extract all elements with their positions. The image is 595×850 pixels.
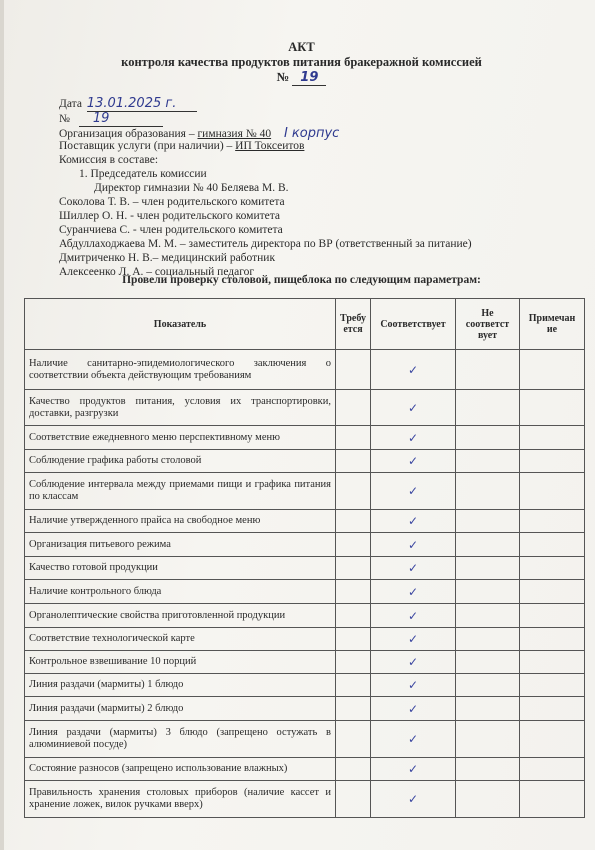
indicator-cell: Соблюдение интервала между приемами пищи и графика питания по классам xyxy=(25,473,336,510)
not-complies-cell xyxy=(456,557,520,580)
required-cell xyxy=(336,721,371,758)
required-cell xyxy=(336,758,371,781)
organization-note: I корпус xyxy=(283,126,340,141)
complies-cell xyxy=(371,473,456,510)
table-row xyxy=(25,580,585,604)
table-row xyxy=(25,674,585,697)
complies-cell xyxy=(371,580,456,604)
table-row xyxy=(25,628,585,651)
complies-cell xyxy=(371,426,456,450)
required-cell xyxy=(336,651,371,674)
not-complies-cell xyxy=(456,758,520,781)
required-cell xyxy=(336,674,371,697)
complies-cell xyxy=(371,697,456,721)
header-complies: Соответствует xyxy=(371,299,456,350)
check-mark-icon: ✓ xyxy=(407,454,419,468)
note-cell xyxy=(520,721,585,758)
check-mark-icon: ✓ xyxy=(407,792,419,806)
document-sheet xyxy=(4,0,595,850)
note-cell xyxy=(520,557,585,580)
act-number-label: № xyxy=(276,70,290,84)
required-cell xyxy=(336,390,371,426)
indicator-cell: Органолептические свойства приготовленной продукции xyxy=(25,604,336,628)
not-complies-cell xyxy=(456,510,520,533)
not-complies-cell xyxy=(456,628,520,651)
table-row xyxy=(25,697,585,721)
organization-line xyxy=(59,126,339,141)
check-mark-icon: ✓ xyxy=(407,514,419,528)
complies-cell xyxy=(371,450,456,473)
check-mark-icon: ✓ xyxy=(407,732,419,746)
indicator-cell: Соответствие ежедневного меню перспективному меню xyxy=(25,426,336,450)
not-complies-cell xyxy=(456,721,520,758)
not-complies-cell xyxy=(456,781,520,818)
check-mark-icon: ✓ xyxy=(407,400,419,415)
note-cell xyxy=(520,350,585,390)
check-mark-icon: ✓ xyxy=(407,762,419,776)
indicator-cell: Соблюдение графика работы столовой xyxy=(25,450,336,473)
document-subtitle: контроля качества продуктов питания бракеражной комиссией xyxy=(121,55,482,69)
required-cell xyxy=(336,628,371,651)
header-not-complies: Не соответст вует xyxy=(456,299,520,350)
complies-cell xyxy=(371,651,456,674)
table-row xyxy=(25,781,585,818)
indicator-cell: Качество готовой продукции xyxy=(25,557,336,580)
supplier-value: ИП Токсеитов xyxy=(235,140,305,152)
complies-cell xyxy=(371,628,456,651)
header-indicator: Показатель xyxy=(25,299,336,350)
member-line: Алексеенко Л. А. – социальный педагог xyxy=(59,266,255,278)
complies-cell xyxy=(371,557,456,580)
complies-cell xyxy=(371,350,456,390)
not-complies-cell xyxy=(456,580,520,604)
date-label: Дата xyxy=(59,98,82,110)
complies-cell xyxy=(371,674,456,697)
not-complies-cell xyxy=(456,350,520,390)
complies-cell xyxy=(371,533,456,557)
indicator-cell: Линия раздачи (мармиты) 3 блюдо (запрещено остужать в алюминиевой посуде) xyxy=(25,721,336,758)
not-complies-cell xyxy=(456,473,520,510)
check-mark-icon: ✓ xyxy=(407,701,419,716)
act-number-value: 19 xyxy=(292,70,326,86)
check-mark-icon: ✓ xyxy=(407,484,419,498)
note-cell xyxy=(520,758,585,781)
indicator-cell: Соответствие технологической карте xyxy=(25,628,336,651)
chair-value: Директор гимназии № 40 Беляева М. В. xyxy=(94,182,289,194)
act-number xyxy=(4,70,595,86)
required-cell xyxy=(336,781,371,818)
note-cell xyxy=(520,450,585,473)
required-cell xyxy=(336,450,371,473)
table-row xyxy=(25,510,585,533)
not-complies-cell xyxy=(456,426,520,450)
commission-label: Комиссия в составе: xyxy=(59,154,159,166)
note-cell xyxy=(520,604,585,628)
check-mark-icon: ✓ xyxy=(407,678,419,692)
table-row xyxy=(25,390,585,426)
indicator-cell: Линия раздачи (мармиты) 1 блюдо xyxy=(25,674,336,697)
table-header-row xyxy=(25,299,585,350)
complies-cell xyxy=(371,721,456,758)
table-body xyxy=(25,350,585,818)
complies-cell xyxy=(371,758,456,781)
required-cell xyxy=(336,533,371,557)
check-mark-icon: ✓ xyxy=(407,608,419,623)
table-row xyxy=(25,557,585,580)
required-cell xyxy=(336,350,371,390)
document-title: АКТ xyxy=(288,40,315,54)
required-cell xyxy=(336,426,371,450)
not-complies-cell xyxy=(456,697,520,721)
supplier-line xyxy=(59,140,304,152)
indicator-cell: Контрольное взвешивание 10 порций xyxy=(25,651,336,674)
header-note: Примечан ие xyxy=(520,299,585,350)
member-line: Шиллер О. Н. - член родительского комитета xyxy=(59,210,280,222)
required-cell xyxy=(336,697,371,721)
not-complies-cell xyxy=(456,674,520,697)
check-mark-icon: ✓ xyxy=(407,561,419,575)
not-complies-cell xyxy=(456,450,520,473)
required-cell xyxy=(336,557,371,580)
table-row xyxy=(25,533,585,557)
complies-cell xyxy=(371,781,456,818)
note-cell xyxy=(520,580,585,604)
note-cell xyxy=(520,426,585,450)
inspection-table xyxy=(24,298,585,818)
date-line xyxy=(59,96,197,112)
table-row xyxy=(25,721,585,758)
complies-cell xyxy=(371,604,456,628)
member-line: Дмитриченко Н. В.– медицинский работник xyxy=(59,252,276,264)
indicator-cell: Наличие санитарно-эпидемиологического заключения о соответствии объекта действующим требованиям xyxy=(25,350,336,390)
note-cell xyxy=(520,628,585,651)
note-cell xyxy=(520,473,585,510)
indicator-cell: Наличие утвержденного прайса на свободное меню xyxy=(25,510,336,533)
supplier-label: Поставщик услуги (при наличии) – xyxy=(59,140,236,152)
date-value: 13.01.2025 г. xyxy=(87,96,197,112)
indicator-cell: Правильность хранения столовых приборов (наличие кассет и хранение ложек, вилок ручками вверх) xyxy=(25,781,336,818)
indicator-cell: Наличие контрольного блюда xyxy=(25,580,336,604)
header-required: Требу ется xyxy=(336,299,371,350)
indicator-cell: Линия раздачи (мармиты) 2 блюдо xyxy=(25,697,336,721)
table-row xyxy=(25,473,585,510)
section-title: Провели проверку столовой, пищеблока по следующим параметрам: xyxy=(122,274,481,286)
note-cell xyxy=(520,697,585,721)
not-complies-cell xyxy=(456,390,520,426)
note-cell xyxy=(520,674,585,697)
indicator-cell: Состояние разносов (запрещено использование влажных) xyxy=(25,758,336,781)
not-complies-cell xyxy=(456,604,520,628)
table-row xyxy=(25,758,585,781)
note-cell xyxy=(520,510,585,533)
indicator-cell: Организация питьевого режима xyxy=(25,533,336,557)
table-row xyxy=(25,450,585,473)
organization-label: Организация образования – xyxy=(59,128,198,140)
chair-label: 1. Председатель комиссии xyxy=(79,168,207,180)
check-mark-icon: ✓ xyxy=(407,362,419,377)
note-cell xyxy=(520,781,585,818)
number-label: № xyxy=(59,113,70,125)
note-cell xyxy=(520,390,585,426)
indicator-cell: Качество продуктов питания, условия их транспортировки, доставки, разгрузки xyxy=(25,390,336,426)
required-cell xyxy=(336,604,371,628)
complies-cell xyxy=(371,510,456,533)
check-mark-icon: ✓ xyxy=(407,430,419,445)
table-row xyxy=(25,604,585,628)
check-mark-icon: ✓ xyxy=(407,537,419,552)
member-line: Абдуллаходжаева М. М. – заместитель директора по ВР (ответственный за питание) xyxy=(59,238,472,250)
table-row xyxy=(25,651,585,674)
check-mark-icon: ✓ xyxy=(407,655,419,669)
note-cell xyxy=(520,533,585,557)
table-row xyxy=(25,426,585,450)
member-line: Соколова Т. В. – член родительского комитета xyxy=(59,196,285,208)
check-mark-icon: ✓ xyxy=(407,584,419,599)
not-complies-cell xyxy=(456,651,520,674)
required-cell xyxy=(336,510,371,533)
organization-value: гимназия № 40 xyxy=(197,128,272,140)
check-mark-icon: ✓ xyxy=(407,632,419,646)
not-complies-cell xyxy=(456,533,520,557)
number-line xyxy=(59,111,163,127)
member-line: Суранчиева С. - член родительского комитета xyxy=(59,224,283,236)
table-row xyxy=(25,350,585,390)
required-cell xyxy=(336,580,371,604)
note-cell xyxy=(520,651,585,674)
number-value: 19 xyxy=(79,111,163,127)
required-cell xyxy=(336,473,371,510)
complies-cell xyxy=(371,390,456,426)
